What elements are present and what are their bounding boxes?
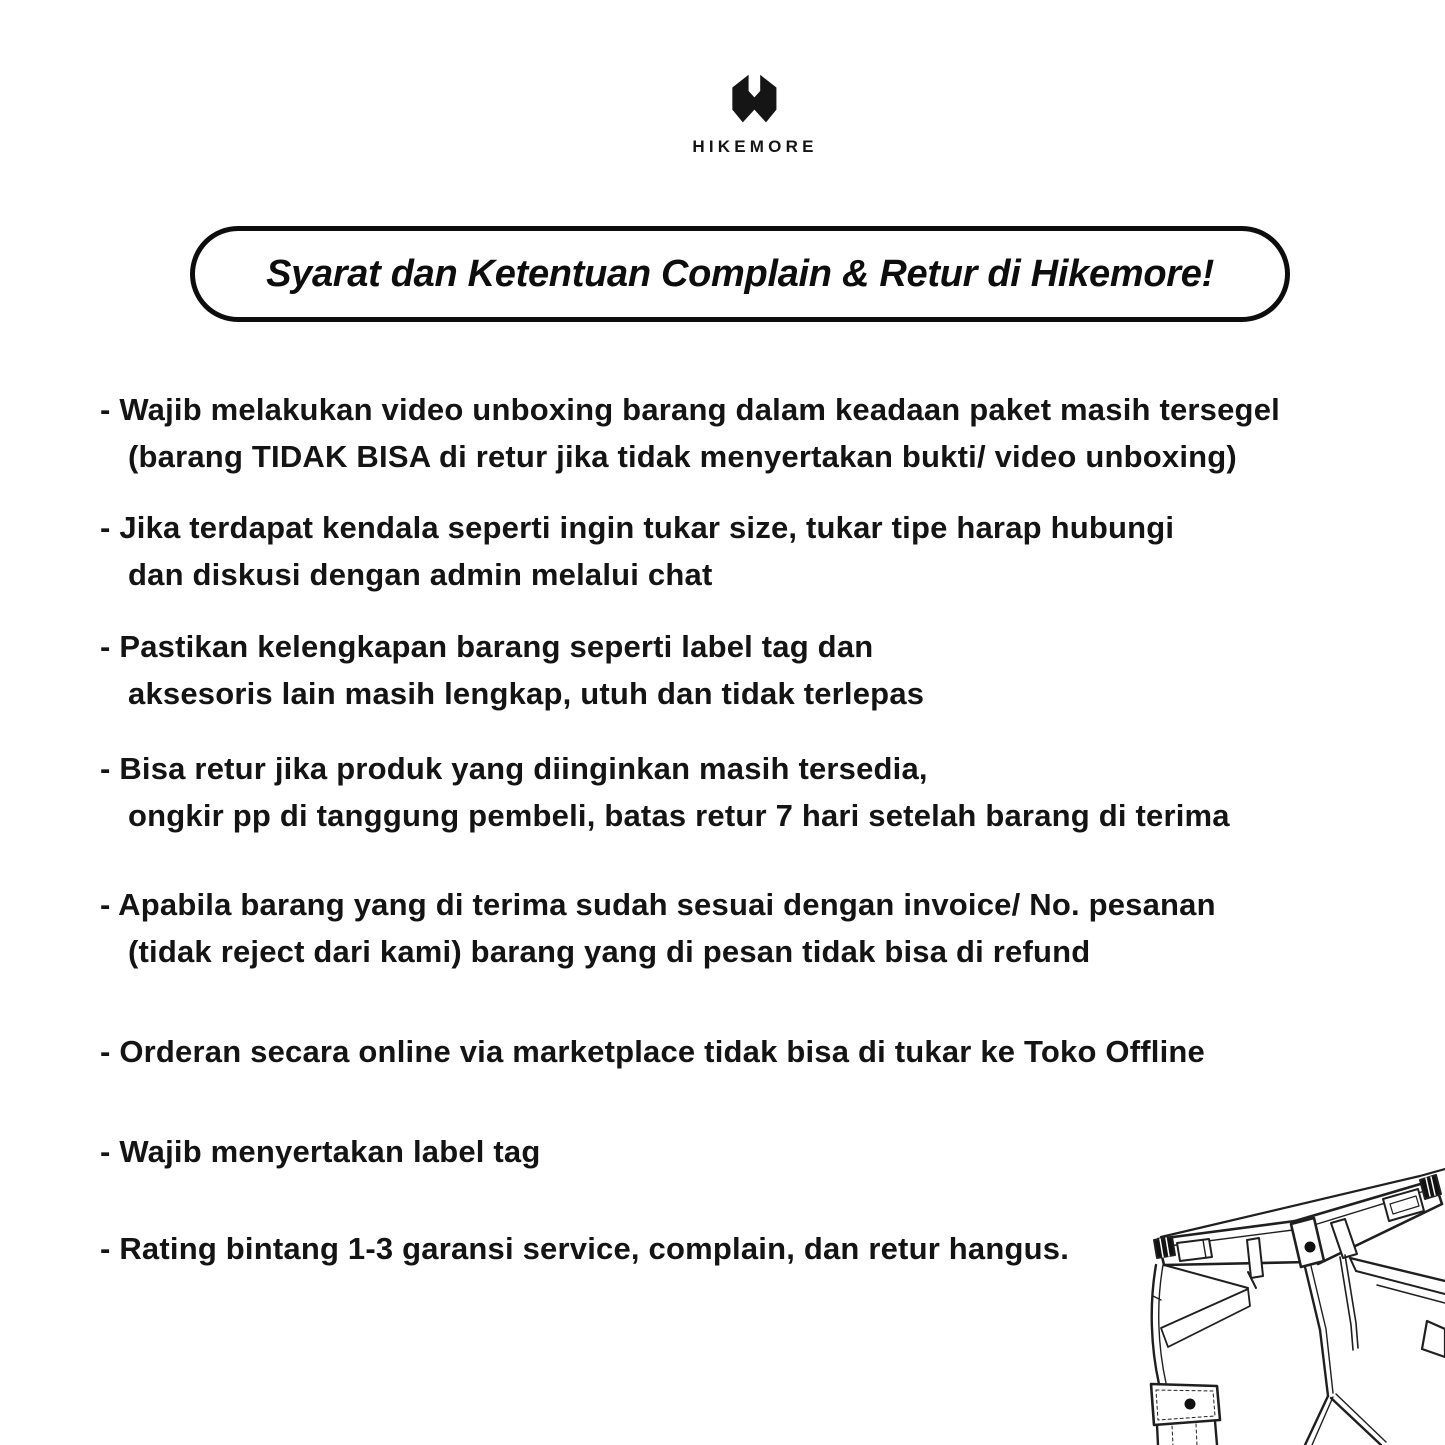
bullet-line-1: - Pastikan kelengkapan barang seperti label tag dan [100,629,874,664]
bullet-line-1: - Orderan secara online via marketplace tidak bisa di tukar ke Toko Offline [100,1034,1205,1069]
bullet-item-toko-offline [100,1028,1205,1075]
bullet-item-unboxing [100,386,1280,480]
bullet-item-kelengkapan [100,623,924,717]
bullet-item-refund [100,881,1216,975]
bullet-line-2: dan diskusi dengan admin melalui chat [128,557,713,592]
page-title: Syarat dan Ketentuan Complain & Retur di Hikemore! [266,252,1214,295]
bullet-line-1: - Wajib melakukan video unboxing barang dalam keadaan paket masih tersegel [100,392,1280,427]
bullet-line-1: - Wajib menyertakan label tag [100,1134,541,1169]
hikemore-logo-icon [725,66,783,130]
bullet-item-bisa-retur [100,745,1230,839]
bullet-line-1: - Rating bintang 1-3 garansi service, complain, dan retur hangus. [100,1231,1070,1266]
bullet-line-1: - Apabila barang yang di terima sudah sesuai dengan invoice/ No. pesanan [100,887,1216,922]
bullet-item-rating [100,1225,1069,1272]
bullet-line-1: - Bisa retur jika produk yang diinginkan masih tersedia, [100,751,928,786]
bullet-line-1: - Jika terdapat kendala seperti ingin tukar size, tukar tipe harap hubungi [100,510,1175,545]
title-banner [190,226,1290,322]
brand-block [690,66,817,157]
brand-name: HIKEMORE [692,137,818,156]
bullet-item-label-tag [100,1128,541,1175]
bullet-line-2: (barang TIDAK BISA di retur jika tidak menyertakan bukti/ video unboxing) [128,439,1237,474]
cargo-pants-illustration [1145,1128,1445,1445]
bullet-line-2: (tidak reject dari kami) barang yang di pesan tidak bisa di refund [128,934,1091,969]
bullet-line-2: ongkir pp di tanggung pembeli, batas retur 7 hari setelah barang di terima [128,798,1230,833]
bullet-line-2: aksesoris lain masih lengkap, utuh dan tidak terlepas [128,676,925,711]
bullet-item-tukar-size [100,504,1174,598]
